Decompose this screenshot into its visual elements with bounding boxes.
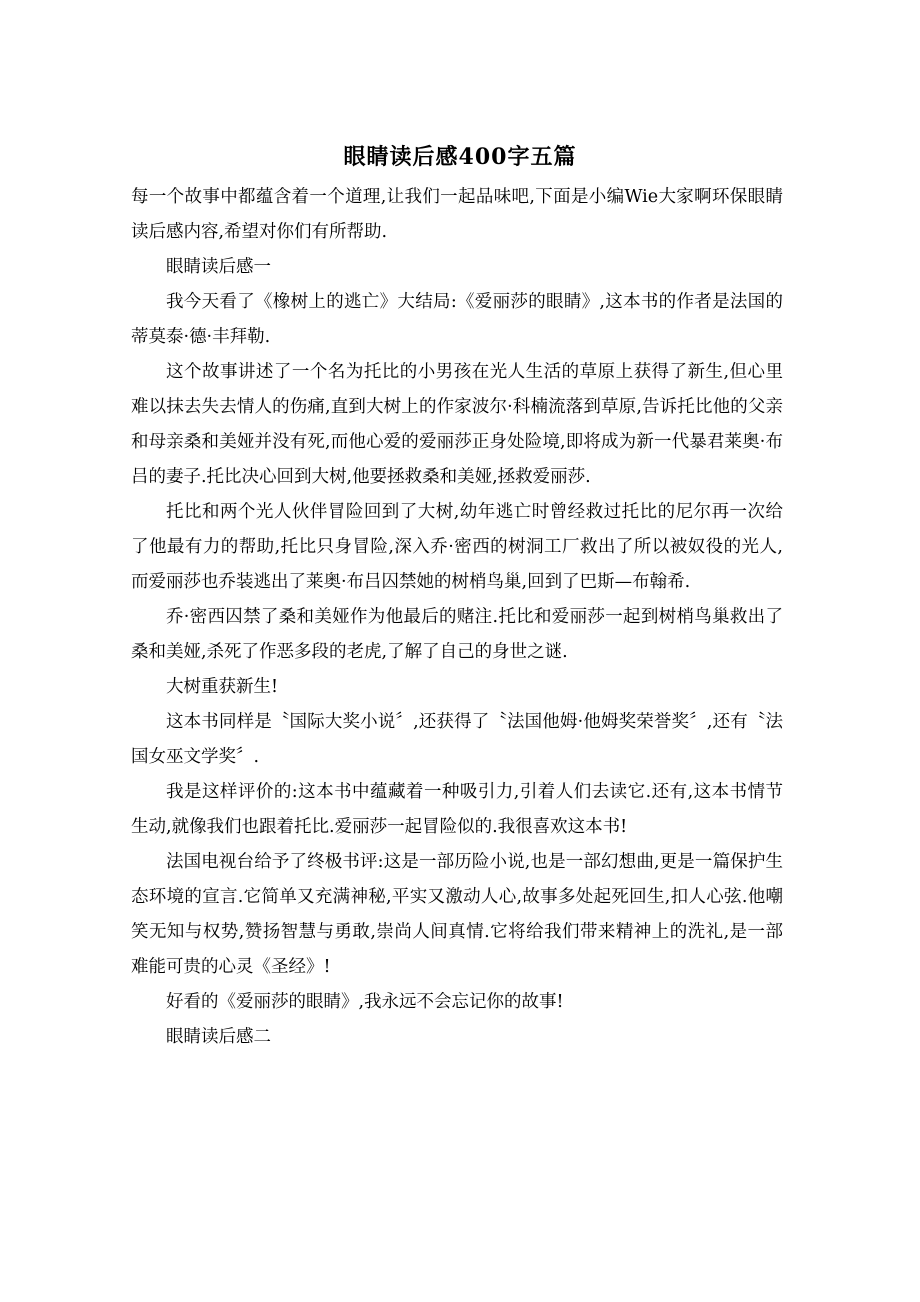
body-paragraph: 我是这样评价的:这本书中蕴藏着一种吸引力,引着人们去读它.还有,这本书情节生动,就像我们也跟着托比.爱丽莎一起冒险似的.我很喜欢这本书!: [131, 782, 783, 837]
body-paragraph: 这个故事讲述了一个名为托比的小男孩在光人生活的草原上获得了新生,但心里难以抹去失去情人的伤痛,直到大树上的作家波尔·科楠流落到草原,告诉托比他的父亲和母亲桑和美娅并没有死,而他心爱的爱丽莎正身处险境,即将成为新一代暴君莱奥·布吕的妻子.托比决心回到大树,他要拯救桑和美娅,拯救爱丽莎.: [131, 362, 783, 487]
section-heading-2: 眼睛读后感二: [166, 1027, 271, 1047]
body-paragraph: 托比和两个光人伙伴冒险回到了大树,幼年逃亡时曾经救过托比的尼尔再一次给了他最有力的帮助,托比只身冒险,深入乔·密西的树洞工厂救出了所以被奴役的光人,而爱丽莎也乔装逃出了莱奥·布吕囚禁她的树梢鸟巢,回到了巴斯—布翰希.: [131, 502, 783, 592]
document-body: [131, 180, 783, 1055]
body-paragraph: 大树重获新生!: [166, 677, 279, 697]
intro-paragraph: 每一个故事中都蕴含着一个道理,让我们一起品味吧,下面是小编Wie大家啊环保眼睛读后感内容,希望对你们有所帮助.: [131, 187, 783, 242]
body-paragraph: 乔·密西囚禁了桑和美娅作为他最后的赌注.托比和爱丽莎一起到树梢鸟巢救出了桑和美娅,杀死了作恶多段的老虎,了解了自己的身世之谜.: [131, 607, 783, 662]
body-paragraph: 这本书同样是〝国际大奖小说〞,还获得了〝法国他姆·他姆奖荣誉奖〞,还有〝法国女巫文学奖〞.: [131, 712, 783, 767]
section-heading-1: 眼睛读后感一: [166, 257, 271, 277]
body-paragraph: 好看的《爱丽莎的眼睛》,我永远不会忘记你的故事!: [166, 992, 564, 1012]
body-paragraph: 法国电视台给予了终极书评:这是一部历险小说,也是一部幻想曲,更是一篇保护生态环境的宣言.它简单又充满神秘,平实又激动人心,故事多处起死回生,扣人心弦.他嘲笑无知与权势,赞扬智慧与勇敢,崇尚人间真情.它将给我们带来精神上的洗礼,是一部难能可贵的心灵《圣经》!: [131, 852, 783, 977]
page-title: 眼睛读后感400字五篇: [343, 144, 577, 170]
body-paragraph: 我今天看了《橡树上的逃亡》大结局:《爱丽莎的眼睛》,这本书的作者是法国的蒂莫泰·德·丰拜勒.: [131, 292, 783, 347]
